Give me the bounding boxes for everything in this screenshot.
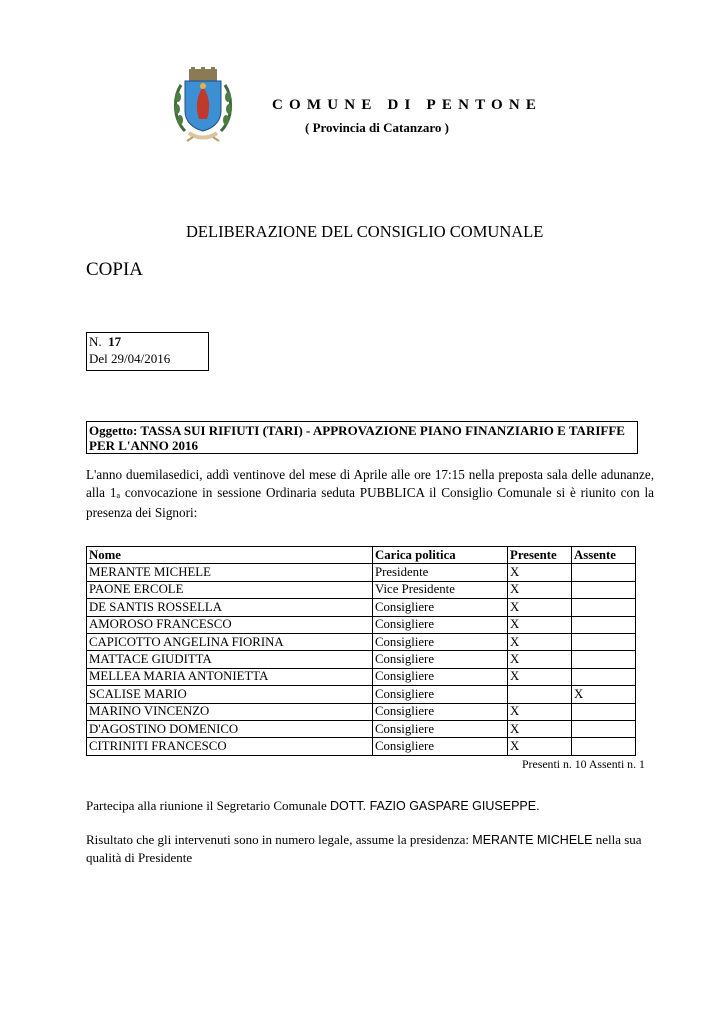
cell-present: X — [508, 720, 572, 737]
date-line — [87, 350, 208, 367]
cell-name: D'AGOSTINO DOMENICO — [87, 720, 373, 737]
cell-absent — [572, 599, 636, 616]
cell-absent — [572, 703, 636, 720]
cell-name: MERANTE MICHELE — [87, 564, 373, 581]
cell-role: Consigliere — [373, 738, 508, 755]
attendance-table — [86, 546, 636, 756]
table-row — [87, 720, 636, 737]
cell-role: Consigliere — [373, 599, 508, 616]
risultato-suffix: nella sua qualità di Presidente — [86, 832, 642, 865]
cell-role: Consigliere — [373, 703, 508, 720]
cell-name: CAPICOTTO ANGELINA FIORINA — [87, 633, 373, 650]
risultato-paragraph — [86, 831, 654, 866]
cell-present: X — [508, 668, 572, 685]
header-name: Nome — [87, 547, 373, 564]
table-row — [87, 599, 636, 616]
provincia-subtitle: ( Provincia di Catanzaro ) — [305, 120, 449, 135]
number-line — [87, 333, 208, 350]
cell-name: DE SANTIS ROSSELLA — [87, 599, 373, 616]
cell-present: X — [508, 651, 572, 668]
intro-ordinal: a — [116, 490, 121, 500]
date-label: Del — [89, 351, 108, 366]
deliberation-number-box — [86, 332, 209, 371]
comune-title: COMUNE DI PENTONE — [272, 97, 543, 113]
cell-present: X — [508, 599, 572, 616]
segretario-name: DOTT. FAZIO GASPARE GIUSEPPE. — [330, 799, 540, 813]
cell-present: X — [508, 703, 572, 720]
deliberation-title: DELIBERAZIONE DEL CONSIGLIO COMUNALE — [186, 222, 544, 241]
cell-present: X — [508, 616, 572, 633]
table-row — [87, 633, 636, 650]
table-row — [87, 738, 636, 755]
cell-present: X — [508, 633, 572, 650]
table-row — [87, 564, 636, 581]
intro-text-2: convocazione in sessione Ordinaria seduta PUBBLICA il Consiglio Comunale si è riunito con la presenza dei Signori: — [86, 484, 654, 520]
subject-box — [86, 421, 638, 454]
table-row — [87, 686, 636, 703]
cell-absent — [572, 564, 636, 581]
cell-absent — [572, 581, 636, 598]
cell-present: X — [508, 581, 572, 598]
header-absent: Assente — [572, 547, 636, 564]
intro-text-1: L'anno duemilasedici, addì ventinove del mese di Aprile alle ore 17:15 nella preposta sala delle adunanze, alla 1 — [86, 467, 654, 500]
copy-label: COPIA — [86, 259, 144, 280]
header-present: Presente — [508, 547, 572, 564]
table-row — [87, 668, 636, 685]
attendance-body — [87, 564, 636, 755]
cell-absent — [572, 738, 636, 755]
cell-absent — [572, 616, 636, 633]
cell-absent — [572, 720, 636, 737]
cell-role: Consigliere — [373, 720, 508, 737]
cell-name: SCALISE MARIO — [87, 686, 373, 703]
cell-name: AMOROSO FRANCESCO — [87, 616, 373, 633]
cell-name: PAONE ERCOLE — [87, 581, 373, 598]
cell-name: MARINO VINCENZO — [87, 703, 373, 720]
cell-name: MELLEA MARIA ANTONIETTA — [87, 668, 373, 685]
number-value: 17 — [108, 334, 122, 349]
cell-role: Consigliere — [373, 668, 508, 685]
segretario-prefix: Partecipa alla riunione il Segretario Comunale — [86, 798, 331, 813]
cell-present: X — [508, 738, 572, 755]
risultato-prefix: Risultato che gli intervenuti sono in numero legale, assume la presidenza: — [86, 832, 473, 847]
cell-absent — [572, 668, 636, 685]
cell-name: MATTACE GIUDITTA — [87, 651, 373, 668]
table-row — [87, 616, 636, 633]
subject-text: Oggetto: TASSA SUI RIFIUTI (TARI) - APPROVAZIONE PIANO FINANZIARIO E TARIFFE PER L'ANNO 2016 — [89, 423, 625, 453]
cell-role: Consigliere — [373, 651, 508, 668]
attendance-summary: Presenti n. 10 Assenti n. 1 — [522, 757, 645, 771]
intro-paragraph — [86, 466, 654, 522]
presidente-name: MERANTE MICHELE — [472, 833, 593, 847]
cell-present — [508, 686, 572, 703]
table-row — [87, 651, 636, 668]
cell-role: Consigliere — [373, 686, 508, 703]
table-header-row — [87, 547, 636, 564]
cell-present: X — [508, 564, 572, 581]
header-role: Carica politica — [373, 547, 508, 564]
table-row — [87, 703, 636, 720]
cell-absent — [572, 633, 636, 650]
segretario-line — [86, 798, 540, 814]
cell-role: Consigliere — [373, 616, 508, 633]
municipal-crest-logo — [171, 67, 235, 143]
cell-absent: X — [572, 686, 636, 703]
number-label: N. — [89, 334, 102, 349]
cell-absent — [572, 651, 636, 668]
date-value: 29/04/2016 — [111, 351, 171, 366]
cell-role: Presidente — [373, 564, 508, 581]
cell-role: Vice Presidente — [373, 581, 508, 598]
cell-name: CITRINITI FRANCESCO — [87, 738, 373, 755]
cell-role: Consigliere — [373, 633, 508, 650]
table-row — [87, 581, 636, 598]
